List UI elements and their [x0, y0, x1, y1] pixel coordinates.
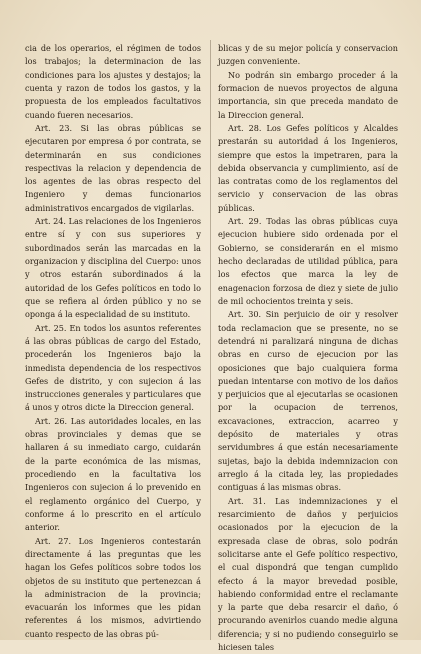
article-26: Art. 26. Las autoridades locales, en las obras provinciales y demas que se hallaren á su inmediato cargo, cuidarán de la parte económica de las mismas, procediendo en la facultativa los Ingenieros con sujecion á lo prevenido en el reglamento orgánico del Cuerpo, y conforme á lo prescrito en el artículo anterior. — [25, 415, 201, 533]
column-divider — [210, 40, 211, 640]
article-30: Art. 30. Sin perjuicio de oir y resolver toda reclamacion que se presente, no se detendrá ni paralizará ninguna de dichas obras en curso de ejecucion por las oposiciones que bajo cualquiera forma puedan intentarse con motivo de los daños y perjuicios que al ejecutarlas se ocasionen por la ocupacion de terrenos, excavaciones, extraccion, acarreo y depósito de materiales y otras servidumbres á que están necesariamente sujetas, bajo la debida indemnizacion con arreglo á la citada ley, las propiedades contiguas á las mismas obras. — [218, 309, 398, 493]
article-27: Art. 27. Los Ingenieros contestarán directamente á las preguntas que les hagan los Gefes políticos sobre todos los objetos de su instituto que pertenezcan á la administracion de la provincia; evacuarán los informes que les pidan referentes á los mismos, advirtiendo cuanto respecto de las obras pú- — [25, 535, 201, 639]
left-column — [25, 42, 201, 641]
article-24: Art. 24. Las relaciones de los Ingenieros entre sí y con sus superiores y subordinados serán las marcadas en la organizacion y disciplina del Cuerpo: unos y otros estarán subordinados á la autoridad de los Gefes políticos en todo lo que se refiera al órden público y no se oponga á la especialidad de su instituto. — [25, 216, 201, 320]
right-column — [218, 42, 398, 654]
article-29: Art. 29. Todas las obras públicas cuya ejecucion hubiere sido ordenada por el Gobierno, se considerarán en el mismo hecho declaradas de utilidad pública, para los efectos que marca la ley de enagenacion forzosa de diez y siete de julio de mil ochocientos treinta y seis. — [218, 216, 398, 306]
article-31: Art. 31. Las indemnizaciones y el resarcimiento de daños y perjuicios ocasionados por la ejecucion de la expresada clase de obras, solo podrán solicitarse ante el Gefe político respectivo, el cual dispondrá que tengan cumplido efecto á la mayor brevedad posible, habiendo conformidad entre el reclamante y la parte que deba resarcir el daño, ó procurando avenirlos cuando medie alguna diferencia; y si no pudiendo conseguirlo se hiciesen tales — [218, 495, 398, 653]
article-25: Art. 25. En todos los asuntos referentes á las obras públicas de cargo del Estado, procederán los Ingenieros bajo la inmedista dependencia de los respectivos Gefes de distrito, y con sujecion á las instrucciones generales y particulares que á unos y otros dicte la Direccion general. — [25, 322, 201, 413]
article-23: Art. 23. Si las obras públicas se ejecutaren por empresa ó por contrata, se determinarán en sus condiciones respectivas la relacion y dependencia de los agentes de las obras respecto del Ingeniero y demas funcionarios administrativos encargados de vigilarlas. — [25, 122, 201, 213]
article-28: Art. 28. Los Gefes políticos y Alcaldes prestarán su autoridad á los Ingenieros, siempre que estos la impetraren, para la debida observancia y cumplimiento, así de las contratas como de los reglamentos del servicio y conservacion de las obras públicas. — [218, 122, 398, 213]
right-paragraph-2: No podrán sin embargo proceder á la formacion de nuevos proyectos de alguna importancia, sin que preceda mandato de la Direccion general. — [218, 69, 398, 120]
left-paragraph-1: cia de los operarios, el régimen de todos los trabajos; la determinacion de las condiciones para los ajustes y destajos; la cuenta y razon de todos los gastos, y la propuesta de los empleados facultativos cuando fueren necesarios. — [25, 43, 201, 120]
right-paragraph-1: blicas y de su mejor policía y conservacion juzgen conveniente. — [218, 43, 398, 67]
